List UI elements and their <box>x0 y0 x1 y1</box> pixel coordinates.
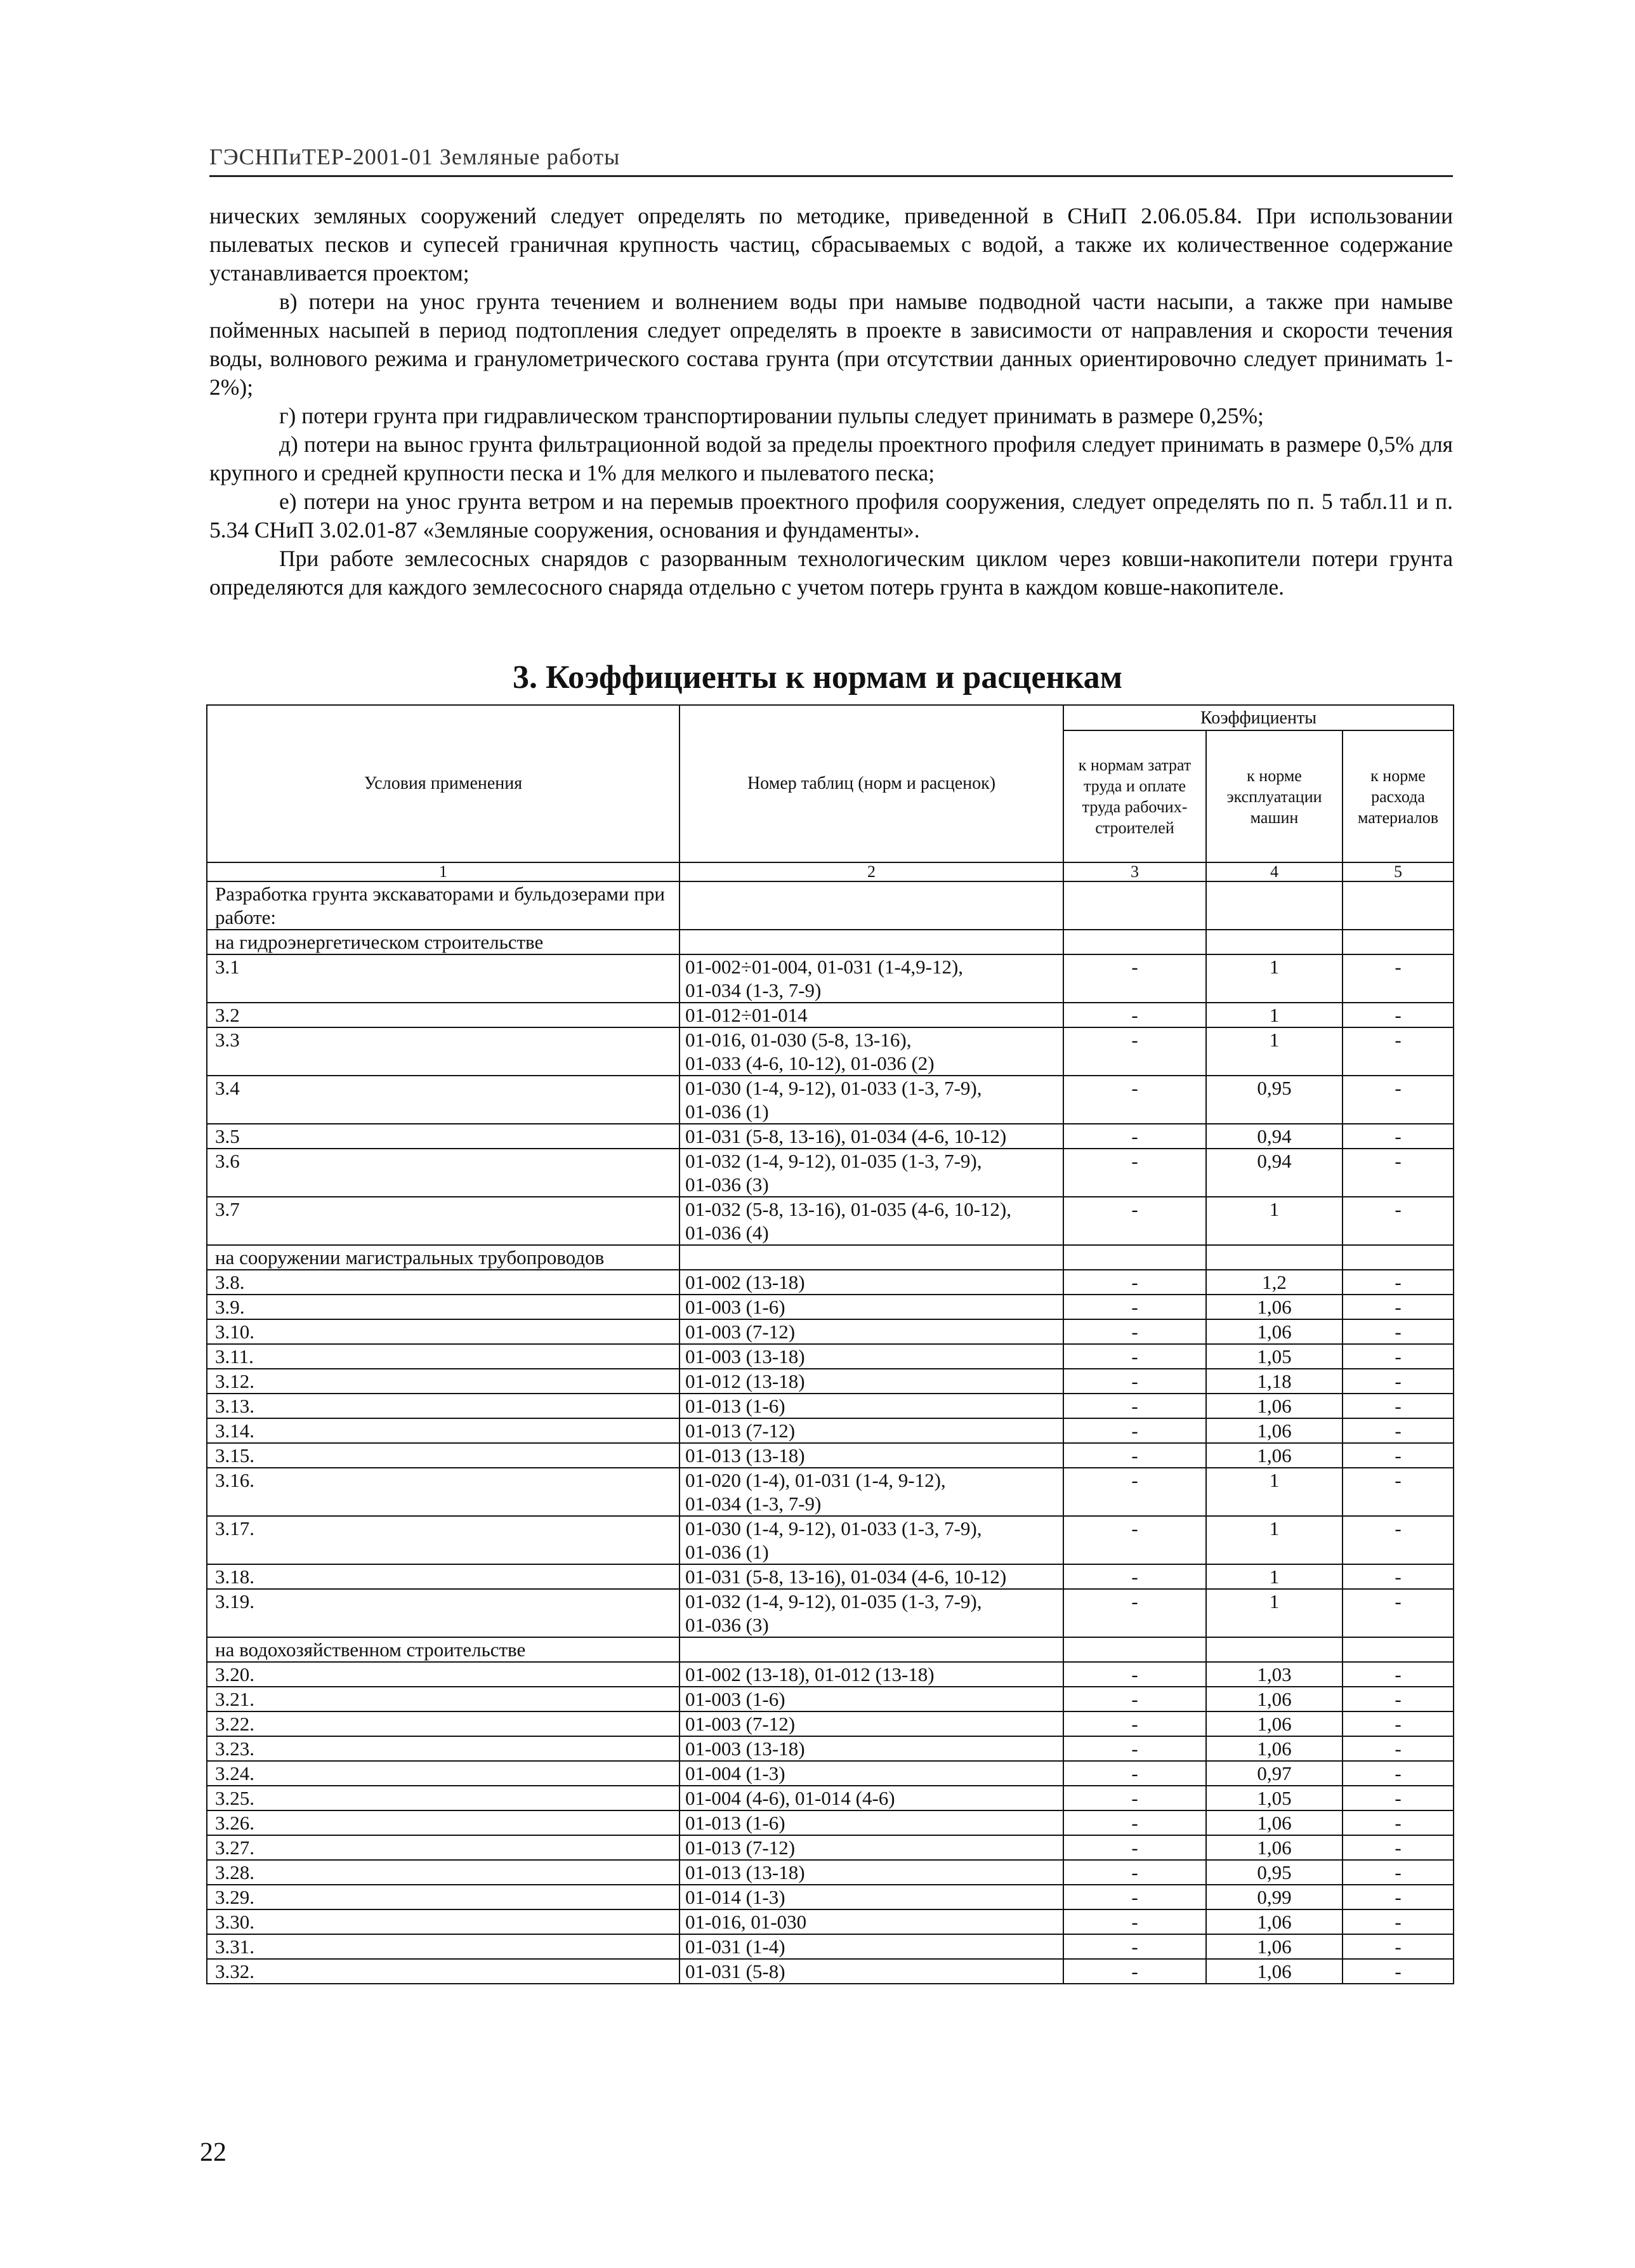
table-numbers-line: 01-032 (1-4, 9-12), 01-035 (1-3, 7-9), <box>685 1150 982 1172</box>
labor-coefficient: - <box>1063 1687 1206 1711</box>
empty-cell <box>1063 1637 1206 1662</box>
materials-coefficient: - <box>1343 1934 1454 1959</box>
empty-cell <box>1343 1245 1454 1270</box>
labor-coefficient: - <box>1063 1786 1206 1810</box>
machines-coefficient: 1,05 <box>1206 1786 1343 1810</box>
machines-coefficient: 1 <box>1206 1564 1343 1589</box>
materials-coefficient: - <box>1343 1124 1454 1149</box>
header-coefficients: Коэффициенты <box>1063 705 1454 730</box>
empty-cell <box>680 1245 1063 1270</box>
machines-coefficient: 1 <box>1206 1468 1343 1516</box>
table-row <box>207 1027 1454 1076</box>
table-row <box>207 1959 1454 1984</box>
table-numbers <box>680 1197 1063 1245</box>
table-body <box>207 881 1454 1984</box>
labor-coefficient: - <box>1063 1443 1206 1468</box>
table-row <box>207 1885 1454 1909</box>
table-numbers-line: 01-031 (5-8, 13-16), 01-034 (4-6, 10-12) <box>685 1125 1007 1147</box>
materials-coefficient: - <box>1343 1149 1454 1197</box>
group-subtitle: на сооружении магистральных трубопроводов <box>207 1245 680 1270</box>
condition-id: 3.20. <box>207 1662 680 1687</box>
condition-id: 3.21. <box>207 1687 680 1711</box>
condition-id: 3.30. <box>207 1909 680 1934</box>
table-row <box>207 1295 1454 1319</box>
labor-coefficient: - <box>1063 1270 1206 1295</box>
table-row <box>207 1860 1454 1885</box>
labor-coefficient: - <box>1063 1003 1206 1027</box>
table-numbers-line: 01-003 (13-18) <box>685 1737 805 1760</box>
materials-coefficient: - <box>1343 1564 1454 1589</box>
materials-coefficient: - <box>1343 1589 1454 1637</box>
table-numbers <box>680 1076 1063 1124</box>
machines-coefficient: 1,06 <box>1206 1934 1343 1959</box>
materials-coefficient: - <box>1343 1394 1454 1418</box>
materials-coefficient: - <box>1343 1003 1454 1027</box>
labor-coefficient: - <box>1063 1934 1206 1959</box>
machines-coefficient: 1,06 <box>1206 1959 1343 1984</box>
table-numbers-line: 01-004 (4-6), 01-014 (4-6) <box>685 1787 895 1809</box>
column-number: 5 <box>1343 862 1454 881</box>
table-row <box>207 1076 1454 1124</box>
condition-id: 3.16. <box>207 1468 680 1516</box>
table-numbers <box>680 1786 1063 1810</box>
labor-coefficient: - <box>1063 1076 1206 1124</box>
coefficients-table <box>206 704 1454 1984</box>
table-numbers-line: 01-013 (1-6) <box>685 1812 785 1834</box>
table-numbers-line: 01-003 (1-6) <box>685 1688 785 1710</box>
table-numbers-line: 01-002 (13-18) <box>685 1271 805 1293</box>
labor-coefficient: - <box>1063 1369 1206 1394</box>
table-numbers <box>680 1124 1063 1149</box>
table-numbers <box>680 1003 1063 1027</box>
table-row <box>207 1835 1454 1860</box>
condition-id: 3.3 <box>207 1027 680 1076</box>
materials-coefficient: - <box>1343 1662 1454 1687</box>
labor-coefficient: - <box>1063 1516 1206 1564</box>
table-numbers <box>680 1027 1063 1076</box>
labor-coefficient: - <box>1063 1959 1206 1984</box>
machines-coefficient: 1,03 <box>1206 1662 1343 1687</box>
materials-coefficient: - <box>1343 1736 1454 1761</box>
table-numbers-line: 01-032 (1-4, 9-12), 01-035 (1-3, 7-9), <box>685 1590 982 1612</box>
materials-coefficient: - <box>1343 1369 1454 1394</box>
machines-coefficient: 1 <box>1206 1003 1343 1027</box>
table-numbers-line: 01-016, 01-030 (5-8, 13-16), <box>685 1029 912 1051</box>
group-title-row <box>207 881 1454 930</box>
intro-text <box>209 202 1453 602</box>
table-numbers <box>680 1761 1063 1786</box>
materials-coefficient: - <box>1343 1270 1454 1295</box>
labor-coefficient: - <box>1063 1197 1206 1245</box>
materials-coefficient: - <box>1343 1443 1454 1468</box>
table-numbers-line: 01-012÷01-014 <box>685 1004 808 1026</box>
machines-coefficient: 1 <box>1206 1027 1343 1076</box>
table-row <box>207 1319 1454 1344</box>
table-numbers-line: 01-036 (3) <box>685 1173 769 1196</box>
empty-cell <box>1063 1245 1206 1270</box>
machines-coefficient: 1,06 <box>1206 1443 1343 1468</box>
table-numbers <box>680 1711 1063 1736</box>
header-materials: к норме расхода материалов <box>1343 730 1454 862</box>
labor-coefficient: - <box>1063 1885 1206 1909</box>
condition-id: 3.9. <box>207 1295 680 1319</box>
table-numbers <box>680 1885 1063 1909</box>
condition-id: 3.19. <box>207 1589 680 1637</box>
table-numbers-line: 01-034 (1-3, 7-9) <box>685 979 822 1001</box>
materials-coefficient: - <box>1343 1687 1454 1711</box>
materials-coefficient: - <box>1343 1885 1454 1909</box>
table-row <box>207 1369 1454 1394</box>
table-numbers <box>680 1468 1063 1516</box>
table-numbers-line: 01-032 (5-8, 13-16), 01-035 (4-6, 10-12), <box>685 1198 1011 1220</box>
intro-paragraph: При работе землесосных снарядов с разорванным технологическим циклом через ковши-накопители потери грунта определяются для каждого землесосного снаряда отдельно с учетом потерь грунта в каждом ковше-накопителе. <box>209 546 1453 600</box>
column-number: 1 <box>207 862 680 881</box>
empty-cell <box>1343 930 1454 954</box>
table-row <box>207 1394 1454 1418</box>
empty-cell <box>680 1637 1063 1662</box>
labor-coefficient: - <box>1063 1662 1206 1687</box>
machines-coefficient: 1,2 <box>1206 1270 1343 1295</box>
table-numbers-line: 01-030 (1-4, 9-12), 01-033 (1-3, 7-9), <box>685 1517 982 1539</box>
table-row <box>207 1270 1454 1295</box>
group-subtitle: на гидроэнергетическом строительстве <box>207 930 680 954</box>
labor-coefficient: - <box>1063 1860 1206 1885</box>
table-row <box>207 1761 1454 1786</box>
machines-coefficient: 0,94 <box>1206 1124 1343 1149</box>
table-numbers <box>680 1443 1063 1468</box>
materials-coefficient: - <box>1343 1418 1454 1443</box>
table-row <box>207 1786 1454 1810</box>
labor-coefficient: - <box>1063 1736 1206 1761</box>
labor-coefficient: - <box>1063 1319 1206 1344</box>
machines-coefficient: 1,06 <box>1206 1295 1343 1319</box>
labor-coefficient: - <box>1063 1835 1206 1860</box>
table-row <box>207 1589 1454 1637</box>
table-row <box>207 1687 1454 1711</box>
condition-id: 3.4 <box>207 1076 680 1124</box>
empty-cell <box>1206 1637 1343 1662</box>
column-number: 2 <box>680 862 1063 881</box>
table-row <box>207 1197 1454 1245</box>
table-numbers <box>680 1344 1063 1369</box>
header-labor: к нормам затрат труда и оплате труда рабочих-строителей <box>1063 730 1206 862</box>
machines-coefficient: 1 <box>1206 1516 1343 1564</box>
header-conditions: Условия применения <box>207 705 680 862</box>
table-numbers-line: 01-013 (1-6) <box>685 1395 785 1417</box>
empty-cell <box>1206 930 1343 954</box>
labor-coefficient: - <box>1063 1909 1206 1934</box>
table-row <box>207 1344 1454 1369</box>
table-numbers <box>680 1589 1063 1637</box>
table-numbers-line: 01-034 (1-3, 7-9) <box>685 1493 822 1515</box>
condition-id: 3.22. <box>207 1711 680 1736</box>
intro-paragraph: г) потери грунта при гидравлическом транспортировании пульпы следует принимать в размере 0,25%; <box>279 403 1264 428</box>
materials-coefficient: - <box>1343 1516 1454 1564</box>
table-row <box>207 1418 1454 1443</box>
group-subtitle: на водохозяйственном строительстве <box>207 1637 680 1662</box>
table-numbers <box>680 1810 1063 1835</box>
materials-coefficient: - <box>1343 1027 1454 1076</box>
condition-id: 3.1 <box>207 954 680 1003</box>
labor-coefficient: - <box>1063 1344 1206 1369</box>
empty-cell <box>1206 1245 1343 1270</box>
condition-id: 3.8. <box>207 1270 680 1295</box>
table-numbers-line: 01-013 (13-18) <box>685 1444 805 1467</box>
labor-coefficient: - <box>1063 954 1206 1003</box>
condition-id: 3.28. <box>207 1860 680 1885</box>
table-numbers-line: 01-003 (7-12) <box>685 1321 796 1343</box>
table-numbers <box>680 1149 1063 1197</box>
labor-coefficient: - <box>1063 1027 1206 1076</box>
labor-coefficient: - <box>1063 1711 1206 1736</box>
materials-coefficient: - <box>1343 1959 1454 1984</box>
table-numbers <box>680 954 1063 1003</box>
empty-cell <box>680 881 1063 930</box>
table-row <box>207 1443 1454 1468</box>
table-numbers-line: 01-020 (1-4), 01-031 (1-4, 9-12), <box>685 1469 946 1491</box>
table-numbers <box>680 1369 1063 1394</box>
materials-coefficient: - <box>1343 1344 1454 1369</box>
materials-coefficient: - <box>1343 1197 1454 1245</box>
table-numbers-line: 01-031 (5-8, 13-16), 01-034 (4-6, 10-12) <box>685 1566 1007 1588</box>
materials-coefficient: - <box>1343 954 1454 1003</box>
table-numbers <box>680 1934 1063 1959</box>
table-numbers <box>680 1516 1063 1564</box>
labor-coefficient: - <box>1063 1124 1206 1149</box>
machines-coefficient: 0,95 <box>1206 1076 1343 1124</box>
table-numbers <box>680 1270 1063 1295</box>
table-numbers-line: 01-036 (3) <box>685 1614 769 1636</box>
labor-coefficient: - <box>1063 1761 1206 1786</box>
machines-coefficient: 1,18 <box>1206 1369 1343 1394</box>
table-numbers-line: 01-013 (7-12) <box>685 1836 796 1859</box>
materials-coefficient: - <box>1343 1468 1454 1516</box>
table-numbers-line: 01-036 (1) <box>685 1100 769 1123</box>
empty-cell <box>1063 930 1206 954</box>
condition-id: 3.18. <box>207 1564 680 1589</box>
table-numbers-line: 01-036 (1) <box>685 1541 769 1563</box>
group-title: Разработка грунта экскаваторами и бульдозерами при работе: <box>207 881 680 930</box>
table-numbers-line: 01-030 (1-4, 9-12), 01-033 (1-3, 7-9), <box>685 1077 982 1099</box>
labor-coefficient: - <box>1063 1394 1206 1418</box>
condition-id: 3.24. <box>207 1761 680 1786</box>
machines-coefficient: 1,06 <box>1206 1687 1343 1711</box>
table-numbers-line: 01-002÷01-004, 01-031 (1-4,9-12), <box>685 956 964 978</box>
condition-id: 3.26. <box>207 1810 680 1835</box>
table-row <box>207 1468 1454 1516</box>
machines-coefficient: 1 <box>1206 954 1343 1003</box>
table-numbers <box>680 1687 1063 1711</box>
machines-coefficient: 1,06 <box>1206 1835 1343 1860</box>
machines-coefficient: 1,06 <box>1206 1736 1343 1761</box>
condition-id: 3.11. <box>207 1344 680 1369</box>
materials-coefficient: - <box>1343 1810 1454 1835</box>
table-numbers <box>680 1736 1063 1761</box>
condition-id: 3.23. <box>207 1736 680 1761</box>
machines-coefficient: 1,06 <box>1206 1418 1343 1443</box>
machines-coefficient: 1 <box>1206 1589 1343 1637</box>
materials-coefficient: - <box>1343 1909 1454 1934</box>
machines-coefficient: 0,95 <box>1206 1860 1343 1885</box>
materials-coefficient: - <box>1343 1835 1454 1860</box>
condition-id: 3.10. <box>207 1319 680 1344</box>
table-numbers <box>680 1319 1063 1344</box>
materials-coefficient: - <box>1343 1860 1454 1885</box>
table-numbers-line: 01-002 (13-18), 01-012 (13-18) <box>685 1663 935 1685</box>
materials-coefficient: - <box>1343 1295 1454 1319</box>
condition-id: 3.12. <box>207 1369 680 1394</box>
labor-coefficient: - <box>1063 1589 1206 1637</box>
table-numbers-line: 01-003 (13-18) <box>685 1345 805 1368</box>
table-numbers-line: 01-003 (7-12) <box>685 1713 796 1735</box>
labor-coefficient: - <box>1063 1468 1206 1516</box>
table-numbers-line: 01-016, 01-030 <box>685 1911 807 1933</box>
table-row <box>207 1934 1454 1959</box>
machines-coefficient: 1,06 <box>1206 1394 1343 1418</box>
table-numbers <box>680 1394 1063 1418</box>
table-numbers-line: 01-004 (1-3) <box>685 1762 785 1784</box>
table-numbers-line: 01-033 (4-6, 10-12), 01-036 (2) <box>685 1052 935 1074</box>
table-numbers <box>680 1564 1063 1589</box>
table-row <box>207 954 1454 1003</box>
materials-coefficient: - <box>1343 1711 1454 1736</box>
machines-coefficient: 0,97 <box>1206 1761 1343 1786</box>
empty-cell <box>1343 1637 1454 1662</box>
group-subtitle-row <box>207 1637 1454 1662</box>
section-title: 3. Коэффициенты к нормам и расценкам <box>512 659 1123 696</box>
table-row <box>207 1909 1454 1934</box>
condition-id: 3.25. <box>207 1786 680 1810</box>
header-table-numbers: Номер таблиц (норм и расценок) <box>680 705 1063 862</box>
table-row <box>207 1003 1454 1027</box>
table-row <box>207 1124 1454 1149</box>
condition-id: 3.15. <box>207 1443 680 1468</box>
table-numbers-line: 01-031 (1-4) <box>685 1935 785 1958</box>
materials-coefficient: - <box>1343 1761 1454 1786</box>
table-numbers <box>680 1418 1063 1443</box>
table-numbers <box>680 1295 1063 1319</box>
condition-id: 3.14. <box>207 1418 680 1443</box>
table-numbers-line: 01-003 (1-6) <box>685 1296 785 1318</box>
machines-coefficient: 1 <box>1206 1197 1343 1245</box>
condition-id: 3.27. <box>207 1835 680 1860</box>
condition-id: 3.17. <box>207 1516 680 1564</box>
table-numbers <box>680 1662 1063 1687</box>
machines-coefficient: 0,99 <box>1206 1885 1343 1909</box>
labor-coefficient: - <box>1063 1295 1206 1319</box>
materials-coefficient: - <box>1343 1786 1454 1810</box>
table-numbers <box>680 1959 1063 1984</box>
condition-id: 3.29. <box>207 1885 680 1909</box>
empty-cell <box>1343 881 1454 930</box>
table-numbers-line: 01-014 (1-3) <box>685 1886 785 1908</box>
table-numbers-line: 01-013 (13-18) <box>685 1861 805 1883</box>
header-machines: к норме эксплуатации машин <box>1206 730 1343 862</box>
intro-paragraph: нических земляных сооружений следует определять по методике, приведенной в СНиП 2.06.05.84. При использовании пылеватых песков и супесей граничная крупность частиц, сбрасываемых с водой, а также их количественное содержание устанавливается проектом; <box>209 203 1453 286</box>
column-number: 4 <box>1206 862 1343 881</box>
machines-coefficient: 1,06 <box>1206 1909 1343 1934</box>
table-row <box>207 1711 1454 1736</box>
page-number: 22 <box>200 2138 227 2167</box>
machines-coefficient: 0,94 <box>1206 1149 1343 1197</box>
condition-id: 3.5 <box>207 1124 680 1149</box>
table-row <box>207 1564 1454 1589</box>
condition-id: 3.2 <box>207 1003 680 1027</box>
machines-coefficient: 1,06 <box>1206 1711 1343 1736</box>
table-numbers-line: 01-031 (5-8) <box>685 1960 785 1982</box>
materials-coefficient: - <box>1343 1319 1454 1344</box>
table-numbers <box>680 1860 1063 1885</box>
table-numbers-line: 01-036 (4) <box>685 1222 769 1244</box>
machines-coefficient: 1,06 <box>1206 1810 1343 1835</box>
group-subtitle-row <box>207 930 1454 954</box>
condition-id: 3.7 <box>207 1197 680 1245</box>
table-row <box>207 1810 1454 1835</box>
labor-coefficient: - <box>1063 1810 1206 1835</box>
table-numbers <box>680 1909 1063 1934</box>
group-subtitle-row <box>207 1245 1454 1270</box>
intro-paragraph: в) потери на унос грунта течением и волнением воды при намыве подводной части насыпи, а также при намыве пойменных насыпей в период подтопления следует определять в проекте в зависимости от направления и скорости течения воды, волнового режима и гранулометрического состава грунта (при отсутствии данных ориентировочно следует принимать 1-2%); <box>209 289 1453 400</box>
empty-cell <box>1063 881 1206 930</box>
running-header: ГЭСНПиТЕР-2001-01 Земляные работы <box>209 143 1453 177</box>
intro-paragraph: д) потери на вынос грунта фильтрационной водой за пределы проектного профиля следует принимать в размере 0,5% для крупного и средней крупности песка и 1% для мелкого и пылеватого песка; <box>209 432 1453 485</box>
table-row <box>207 1516 1454 1564</box>
table-row <box>207 1662 1454 1687</box>
condition-id: 3.6 <box>207 1149 680 1197</box>
column-number: 3 <box>1063 862 1206 881</box>
table-numbers-line: 01-012 (13-18) <box>685 1370 805 1392</box>
table-row <box>207 1736 1454 1761</box>
table-row <box>207 1149 1454 1197</box>
labor-coefficient: - <box>1063 1418 1206 1443</box>
intro-paragraph: е) потери на унос грунта ветром и на перемыв проектного профиля сооружения, следует определять по п. 5 табл.11 и п. 5.34 СНиП 3.02.01-87 «Земляные сооружения, основания и фундаменты». <box>209 489 1453 543</box>
labor-coefficient: - <box>1063 1149 1206 1197</box>
table-numbers-line: 01-013 (7-12) <box>685 1420 796 1442</box>
condition-id: 3.31. <box>207 1934 680 1959</box>
machines-coefficient: 1,05 <box>1206 1344 1343 1369</box>
empty-cell <box>680 930 1063 954</box>
condition-id: 3.13. <box>207 1394 680 1418</box>
table-numbers <box>680 1835 1063 1860</box>
empty-cell <box>1206 881 1343 930</box>
condition-id: 3.32. <box>207 1959 680 1984</box>
materials-coefficient: - <box>1343 1076 1454 1124</box>
labor-coefficient: - <box>1063 1564 1206 1589</box>
machines-coefficient: 1,06 <box>1206 1319 1343 1344</box>
